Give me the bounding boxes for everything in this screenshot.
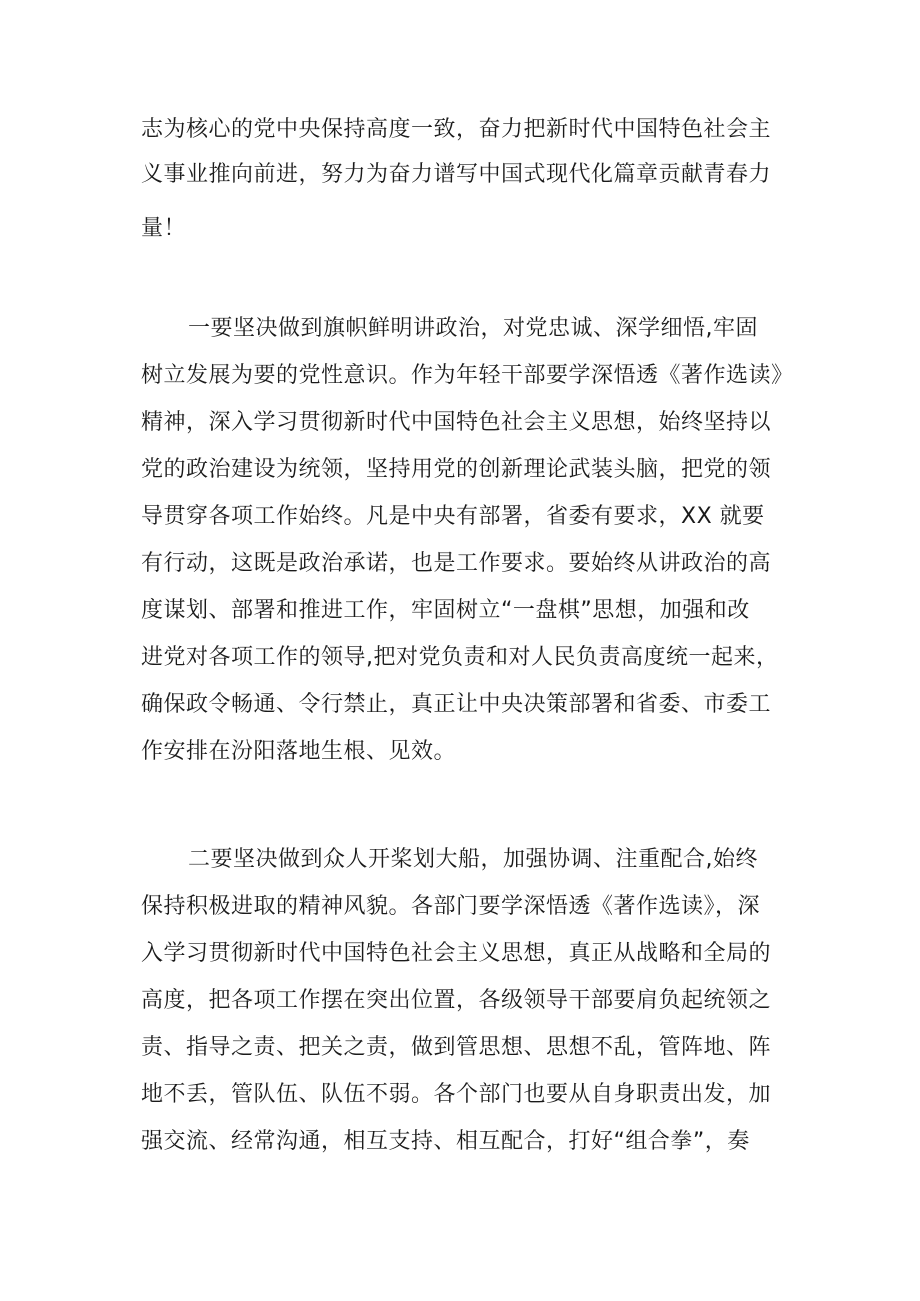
paragraph-one-line-10: 作安排在汾阳落地生根、见效。 [141,739,457,764]
paragraph-one-line-1: 一要坚决做到旗帜鲜明讲政治，对党忠诚、深学细悟,牢固 [188,316,758,341]
paragraph-one-line-4: 党的政治建设为统领，坚持用党的创新理论武装头脑，把党的领 [141,457,772,482]
paragraph-two-line-1: 二要坚决做到众人开桨划大船，加强协调、注重配合,始终 [188,847,758,872]
intro-line-2: 义事业推向前进，努力为奋力谱写中国式现代化篇章贡献青春力 [141,162,772,187]
paragraph-one-line-8: 进党对各项工作的领导,把对党负责和对人民负责高度统一起来， [141,645,779,670]
paragraph-two-line-5: 责、指导之责、把关之责，做到管思想、思想不乱，管阵地、阵 [141,1035,772,1060]
paragraph-one-line-7: 度谋划、部署和推进工作，牢固树立“一盘棋”思想，加强和改 [141,598,750,623]
paragraph-one-line-6: 有行动，这既是政治承诺，也是工作要求。要始终从讲政治的高 [141,551,772,576]
paragraph-two-line-2: 保持积极进取的精神风貌。各部门要学深悟透《著作选读》，深 [141,894,761,919]
paragraph-one-line-2: 树立发展为要的党性意识。作为年轻干部要学深悟透《著作选读》 [141,363,794,388]
paragraph-two-line-3: 入学习贯彻新时代中国特色社会主义思想，真正从战略和全局的 [141,941,772,966]
paragraph-one-line-5: 导贯穿各项工作始终。凡是中央有部署，省委有要求，XX 就要 [141,504,765,529]
intro-line-3: 量！ [141,216,187,241]
paragraph-two-line-4: 高度，把各项工作摆在突出位置，各级领导干部要肩负起统领之 [141,988,772,1013]
paragraph-one-line-3: 精神，深入学习贯彻新时代中国特色社会主义思想，始终坚持以 [141,410,772,435]
paragraph-one-line-9: 确保政令畅通、令行禁止，真正让中央决策部署和省委、市委工 [141,692,772,717]
paragraph-two-line-6: 地不丢，管队伍、队伍不弱。各个部门也要从自身职责出发，加 [141,1082,772,1107]
intro-line-1: 志为核心的党中央保持高度一致，奋力把新时代中国特色社会主 [141,117,772,142]
paragraph-two-line-7: 强交流、经常沟通，相互支持、相互配合，打好“组合拳”，奏 [141,1129,750,1154]
